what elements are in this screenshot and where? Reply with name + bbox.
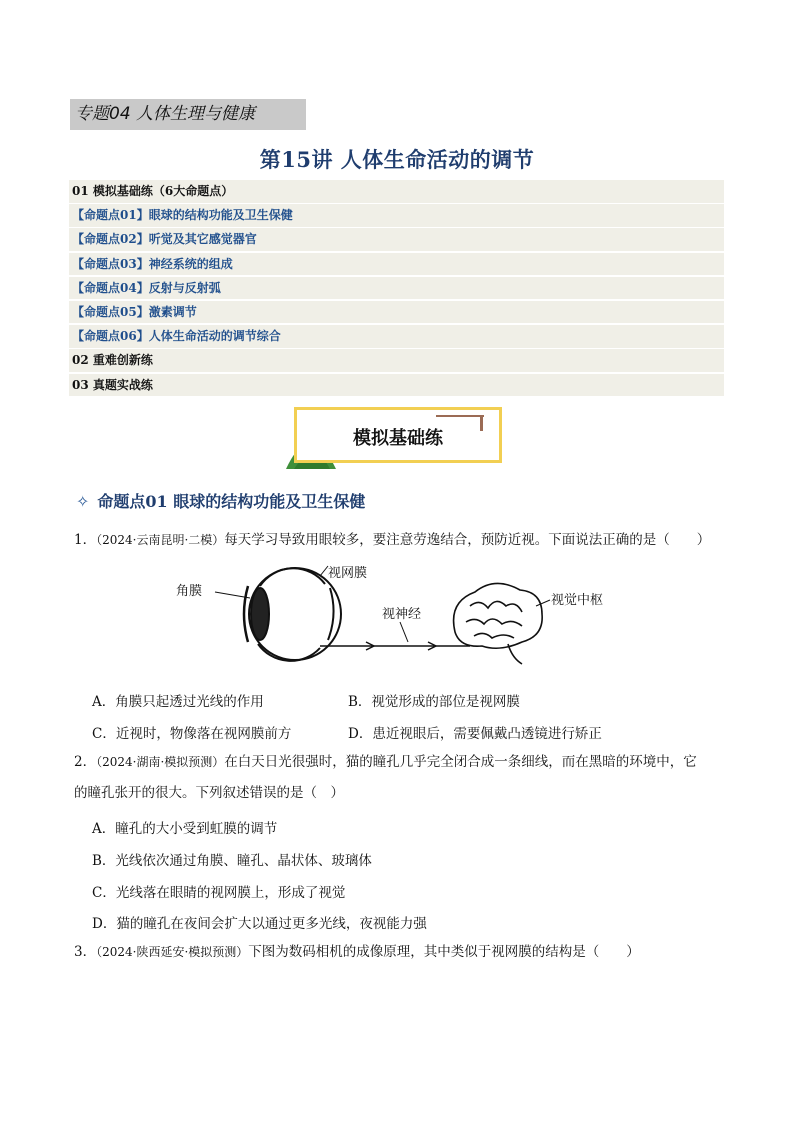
toc-item[interactable]: 03 真题实战练 bbox=[69, 374, 724, 397]
cornea-label: 角膜 bbox=[176, 584, 203, 599]
option-a[interactable]: A．瞳孔的大小受到虹膜的调节 bbox=[92, 821, 278, 837]
optic-nerve-label: 视神经 bbox=[382, 607, 422, 622]
question-2 bbox=[74, 752, 734, 772]
question-number: 1． bbox=[74, 532, 97, 548]
toc-item[interactable]: 【命题点03】神经系统的组成 bbox=[69, 253, 724, 276]
toc-item[interactable]: 02 重难创新练 bbox=[69, 349, 724, 372]
question-stem: 的瞳孔张开的很大。下列叙述错误的是（ ） bbox=[74, 785, 344, 801]
question-stem: 在白天日光很强时，猫的瞳孔几乎完全闭合成一条细线，而在黑暗的环境中，它 bbox=[224, 754, 697, 770]
question-2-continued bbox=[74, 783, 734, 803]
table-of-contents bbox=[69, 180, 724, 398]
question-source: （2024·陕西延安·模拟预测） bbox=[96, 945, 249, 959]
toc-item[interactable]: 【命题点02】听觉及其它感觉器官 bbox=[69, 228, 724, 251]
topic-tag: 专题04 人体生理与健康 bbox=[70, 99, 306, 130]
option-b[interactable]: B．光线依次通过角膜、瞳孔、晶状体、玻璃体 bbox=[92, 853, 372, 869]
option-d[interactable]: D．患近视眼后，需要佩戴凸透镜进行矫正 bbox=[348, 726, 602, 742]
question-number: 2． bbox=[74, 754, 97, 770]
question-stem: 每天学习导致用眼较多，要注意劳逸结合，预防近视。下面说法正确的是（ ） bbox=[224, 532, 711, 548]
toc-item[interactable]: 【命题点05】激素调节 bbox=[69, 301, 724, 324]
question-1 bbox=[74, 530, 734, 550]
question-number: 3． bbox=[74, 944, 97, 960]
question-source: （2024·湖南·模拟预测） bbox=[96, 755, 225, 769]
eye-brain-diagram bbox=[170, 562, 630, 672]
section-heading-text: 命题点01 眼球的结构功能及卫生保健 bbox=[97, 492, 366, 511]
retina-label: 视网膜 bbox=[328, 566, 368, 581]
toc-item[interactable]: 01 模拟基础练（6大命题点） bbox=[69, 180, 724, 203]
sparkle-icon: ✧ bbox=[76, 492, 90, 511]
section-heading bbox=[76, 489, 365, 512]
eyeball-illustration bbox=[244, 568, 341, 661]
banner-decoration bbox=[436, 415, 484, 417]
toc-item[interactable]: 【命题点06】人体生命活动的调节综合 bbox=[69, 325, 724, 348]
question-3 bbox=[74, 942, 734, 962]
section-banner bbox=[288, 407, 504, 469]
option-c[interactable]: C．近视时，物像落在视网膜前方 bbox=[92, 726, 292, 742]
lecture-title: 第15讲 人体生命活动的调节 bbox=[259, 147, 535, 172]
option-a[interactable]: A．角膜只起透过光线的作用 bbox=[92, 694, 264, 710]
visual-center-label: 视觉中枢 bbox=[551, 593, 604, 608]
question-source: （2024·云南昆明·二模） bbox=[96, 533, 225, 547]
toc-item[interactable]: 【命题点04】反射与反射弧 bbox=[69, 277, 724, 300]
option-b[interactable]: B．视觉形成的部位是视网膜 bbox=[348, 694, 520, 710]
toc-item[interactable]: 【命题点01】眼球的结构功能及卫生保健 bbox=[69, 204, 724, 227]
option-d[interactable]: D．猫的瞳孔在夜间会扩大以通过更多光线，夜视能力强 bbox=[92, 916, 427, 932]
option-c[interactable]: C．光线落在眼睛的视网膜上，形成了视觉 bbox=[92, 885, 346, 901]
question-stem: 下图为数码相机的成像原理，其中类似于视网膜的结构是（ ） bbox=[248, 944, 640, 960]
brain-icon bbox=[454, 583, 543, 664]
banner-title: 模拟基础练 bbox=[353, 428, 443, 449]
